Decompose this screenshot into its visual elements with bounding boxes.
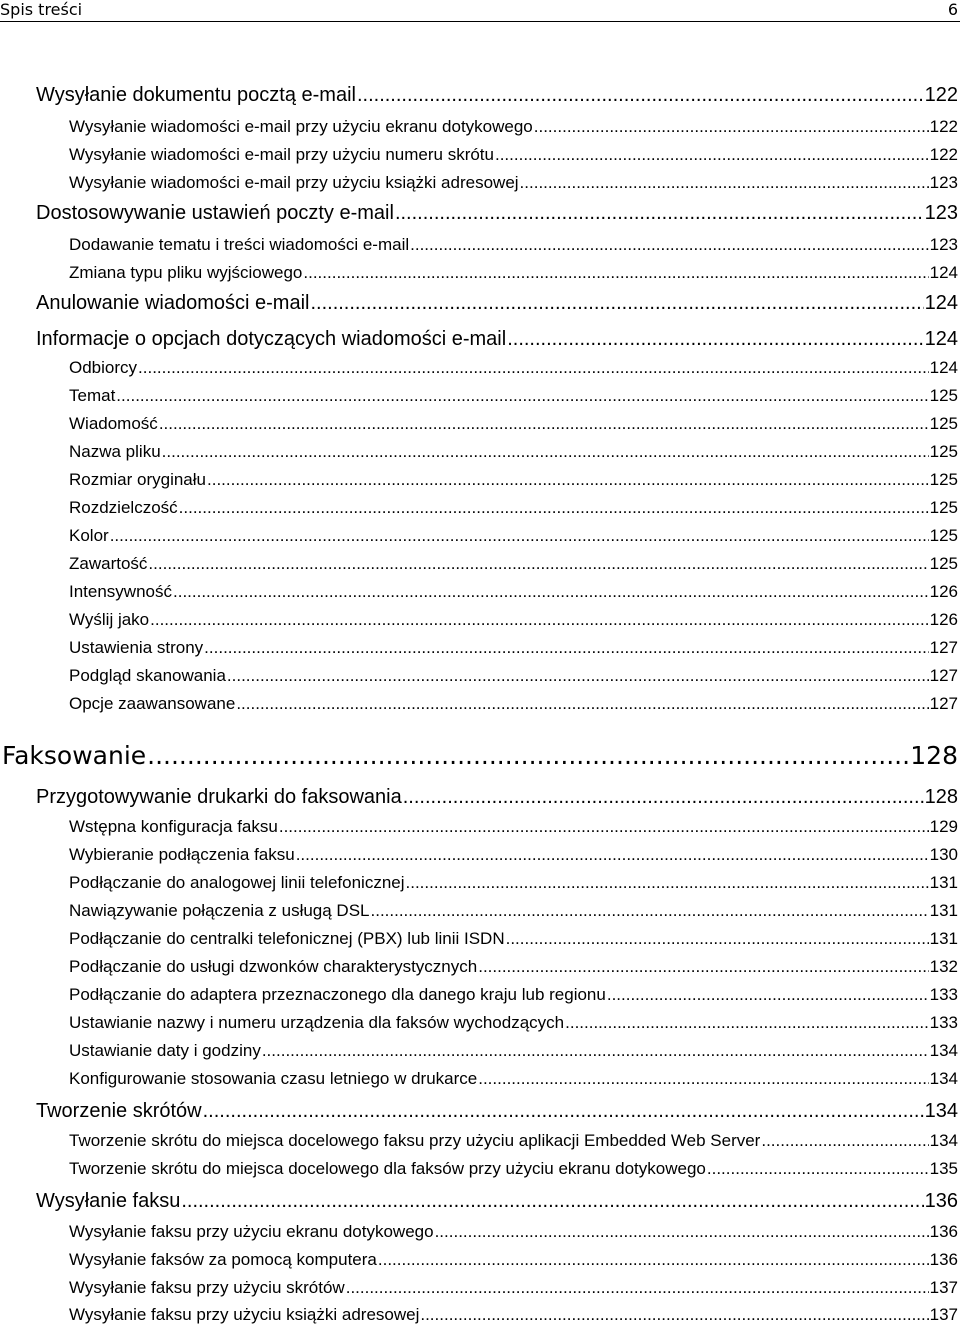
toc-entry-title: Dostosowywanie ustawień poczty e-mail [36,202,394,224]
toc-entry-title: Wysyłanie wiadomości e-mail przy użyciu książki adresowej [69,173,519,192]
toc-entry-page: 125 [929,554,958,573]
toc-entry-page: 124 [924,292,958,314]
dot-leader [371,901,929,921]
toc-entry[interactable] [69,358,958,378]
toc-entry-title: Nazwa pliku [69,442,161,461]
toc-entry-page: 127 [929,694,958,713]
dot-leader [116,386,928,406]
toc-entry-title: Wysyłanie faksu przy użyciu skrótów [69,1278,345,1297]
toc-entry-title: Temat [69,386,116,405]
dot-leader [110,526,929,546]
toc-entry-title: Wysyłanie dokumentu pocztą e-mail [36,84,356,106]
header-title: Spis treści [0,0,83,19]
toc-entry-title: Ustawienia strony [69,638,204,657]
toc-entry[interactable] [69,526,958,546]
toc-entry-page: 131 [929,873,958,892]
toc-entry-title: Wysyłanie faksu przy użyciu książki adresowej [69,1305,420,1324]
dot-leader [761,1131,928,1151]
toc-entry[interactable] [69,263,958,283]
toc-entry[interactable] [36,1100,958,1123]
toc-entry-title: Tworzenie skrótu do miejsca docelowego dla faksów przy użyciu ekranu dotykowego [69,1159,706,1178]
toc-entry-title: Wybieranie podłączenia faksu [69,845,295,864]
toc-entry[interactable] [69,873,958,893]
toc-entry[interactable] [69,817,958,837]
toc-entry[interactable] [69,442,958,462]
toc-entry-title: Wiadomość [69,414,158,433]
dot-leader [520,173,929,193]
toc-entry-page: 122 [929,117,958,136]
dot-leader [203,1100,924,1123]
toc-entry[interactable] [69,666,958,686]
toc-entry[interactable] [69,1013,958,1033]
dot-leader [534,117,929,137]
toc-entry[interactable] [69,414,958,434]
toc-entry-page: 134 [924,1100,958,1122]
dot-leader [478,1069,928,1089]
toc-entry-page: 126 [929,582,958,601]
toc-entry-title: Kolor [69,526,109,545]
toc-entry-page: 133 [929,985,958,1004]
dot-leader [478,957,928,977]
dot-leader [435,1222,929,1242]
toc-entry-page: 123 [929,173,958,192]
toc-entry[interactable] [69,1041,958,1061]
toc-entry-page: 133 [929,1013,958,1032]
dot-leader [310,292,923,315]
toc-chapter-page: 128 [910,741,958,770]
toc-entry[interactable] [69,117,958,137]
toc-entry-page: 128 [924,786,958,808]
toc-entry-title: Wysyłanie faksów za pomocą komputera [69,1250,377,1269]
toc-entry-title: Podłączanie do usługi dzwonków charakterystycznych [69,957,478,976]
dot-leader [506,929,929,949]
toc-entry-title: Podłączanie do analogowej linii telefonicznej [69,873,405,892]
toc-entry-title: Intensywność [69,582,172,601]
toc-entry[interactable] [69,845,958,865]
toc-entry-title: Tworzenie skrótu do miejsca docelowego faksu przy użyciu aplikacji Embedded Web Server [69,1131,761,1150]
toc-entry-title: Nawiązywanie połączenia z usługą DSL [69,901,370,920]
toc-entry[interactable] [69,235,958,255]
toc-entry-title: Podłączanie do centralki telefonicznej (PBX) lub linii ISDN [69,929,505,948]
toc-entry[interactable] [69,145,958,165]
toc-entry[interactable] [69,173,958,193]
toc-entry-title: Tworzenie skrótów [36,1100,202,1122]
toc-entry[interactable] [36,786,958,809]
toc-entry-page: 135 [929,1159,958,1178]
dot-leader [227,666,929,686]
toc-entry-title: Ustawianie nazwy i numeru urządzenia dla faksów wychodzących [69,1013,565,1032]
header-page-number: 6 [947,0,958,19]
dot-leader [179,498,929,518]
toc-entry-title: Zawartość [69,554,148,573]
toc-entry-title: Przygotowywanie drukarki do faksowania [36,786,402,808]
toc-entry-page: 122 [929,145,958,164]
toc-entry[interactable] [69,610,958,630]
dot-leader [296,845,929,865]
toc-entry[interactable] [69,957,958,977]
toc-entry-page: 131 [929,901,958,920]
toc-entry-page: 130 [929,845,958,864]
dot-leader [707,1159,929,1179]
toc-entry[interactable] [69,554,958,574]
dot-leader [181,1190,923,1213]
toc-entry[interactable] [69,985,958,1005]
toc-entry-page: 125 [929,442,958,461]
toc-entry[interactable] [36,328,958,351]
toc-entry-page: 124 [924,328,958,350]
dot-leader [565,1013,929,1033]
toc-entry[interactable] [69,386,958,406]
dot-leader [162,442,929,462]
dot-leader [607,985,929,1005]
dot-leader [395,202,924,225]
toc-entry-page: 124 [929,263,958,282]
toc-entry-title: Wysyłanie wiadomości e-mail przy użyciu ekranu dotykowego [69,117,533,136]
toc-entry-title: Wysyłanie wiadomości e-mail przy użyciu numeru skrótu [69,145,494,164]
dot-leader [236,694,928,714]
toc-entry[interactable] [69,694,958,714]
toc-entry-title: Anulowanie wiadomości e-mail [36,292,310,314]
toc-entry-page: 125 [929,386,958,405]
dot-leader [159,414,929,434]
page-header [0,0,960,22]
toc-chapter-title: Faksowanie [2,741,147,770]
toc-entry[interactable] [69,1222,958,1242]
toc-entry-page: 127 [929,666,958,685]
toc-entry-title: Podgląd skanowania [69,666,226,685]
toc-entry-page: 131 [929,929,958,948]
toc-entry-title: Informacje o opcjach dotyczących wiadomości e-mail [36,328,507,350]
toc-entry-page: 126 [929,610,958,629]
toc-entry-page: 134 [929,1069,958,1088]
dot-leader [357,84,924,107]
dot-leader [262,1041,929,1061]
toc-entry-page: 123 [929,235,958,254]
toc-entry-title: Ustawianie daty i godziny [69,1041,261,1060]
toc-entry[interactable] [69,1131,958,1151]
dot-leader [148,554,928,574]
toc-entry-page: 137 [929,1305,958,1324]
dot-leader [204,638,928,658]
toc-entry[interactable] [36,1190,958,1213]
dot-leader [303,263,928,283]
toc-entry-page: 125 [929,526,958,545]
dot-leader [410,235,928,255]
toc-entry-page: 136 [924,1190,958,1212]
toc-entry-title: Rozdzielczość [69,498,178,517]
toc-entry-title: Zmiana typu pliku wyjściowego [69,263,303,282]
toc-entry[interactable] [69,498,958,518]
dot-leader [406,873,929,893]
toc-entry-title: Odbiorcy [69,358,138,377]
toc-entry[interactable] [69,1278,958,1298]
toc-entry-page: 122 [924,84,958,106]
toc-entry[interactable] [69,638,958,658]
toc-entry[interactable] [69,582,958,602]
toc-entry-title: Wysyłanie faksu [36,1190,181,1212]
dot-leader [173,582,929,602]
dot-leader [279,817,929,837]
toc-entry-page: 132 [929,957,958,976]
toc-entry-page: 136 [929,1250,958,1269]
dot-leader [507,328,923,351]
toc-entry-title: Rozmiar oryginału [69,470,206,489]
toc-entry[interactable] [69,470,958,490]
toc-entry[interactable] [36,84,958,107]
dot-leader [403,786,924,809]
dot-leader [150,610,928,630]
toc-entry-title: Wstępna konfiguracja faksu [69,817,278,836]
toc-entry-page: 134 [929,1131,958,1150]
toc-entry-title: Opcje zaawansowane [69,694,236,713]
toc-entry[interactable] [69,1159,958,1179]
dot-leader [207,470,929,490]
toc-entry-page: 127 [929,638,958,657]
toc-entry-title: Wysyłanie faksu przy użyciu ekranu dotykowego [69,1222,434,1241]
toc-entry-page: 124 [929,358,958,377]
toc-entry[interactable] [69,1250,958,1270]
toc-chapter[interactable] [2,742,958,771]
toc-entry-title: Konfigurowanie stosowania czasu letniego w drukarce [69,1069,478,1088]
dot-leader [495,145,929,165]
toc-entry-page: 129 [929,817,958,836]
toc-entry-page: 125 [929,470,958,489]
toc-entry[interactable] [69,1069,958,1089]
dot-leader [420,1305,928,1325]
toc-entry-page: 137 [929,1278,958,1297]
toc-entry[interactable] [69,901,958,921]
dot-leader [138,358,929,378]
dot-leader [346,1278,929,1298]
toc-entry-page: 136 [929,1222,958,1241]
toc-entry-title: Wyślij jako [69,610,150,629]
toc-entry-page: 123 [924,202,958,224]
dot-leader [147,742,909,771]
dot-leader [378,1250,929,1270]
toc-entry[interactable] [36,292,958,315]
toc-entry-page: 125 [929,414,958,433]
toc-entry-page: 134 [929,1041,958,1060]
toc-entry-title: Podłączanie do adaptera przeznaczonego dla danego kraju lub regionu [69,985,606,1004]
toc-entry[interactable] [69,929,958,949]
toc-entry[interactable] [69,1305,958,1325]
toc-entry-title: Dodawanie tematu i treści wiadomości e-mail [69,235,410,254]
toc-entry[interactable] [36,202,958,225]
toc-entry-page: 125 [929,498,958,517]
